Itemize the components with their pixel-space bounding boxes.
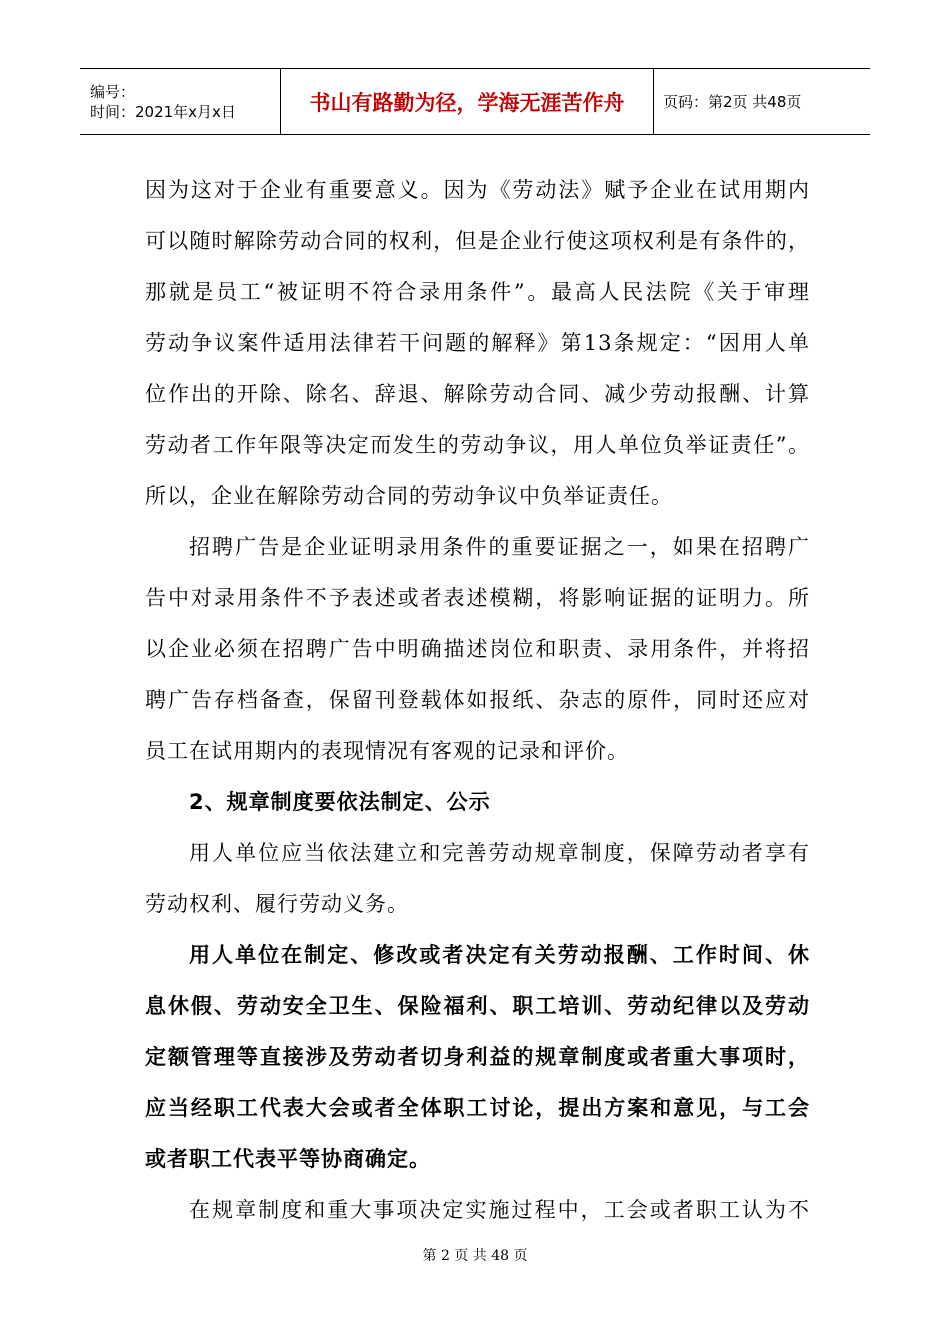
text-line: 劳动权利、履行劳动义务。 [145,892,409,916]
text-line: 以企业必须在招聘广告中明确描述岗位和职责、录用条件，并将招 [145,637,810,661]
header-motto: 书山有路勤为径，学海无涯苦作舟 [281,69,654,134]
document-body [145,165,810,1236]
text-line: 聘广告存档备查，保留刊登载体如报纸、杂志的原件，同时还应对 [145,688,810,712]
section-heading: 2、规章制度要依法制定、公示 [189,790,491,814]
bold-text-line: 或者职工代表平等协商确定。 [145,1147,431,1171]
bold-text-line: 用人单位在制定、修改或者决定有关劳动报酬、工作时间、休 [189,943,810,967]
text-line: 所以，企业在解除劳动合同的劳动争议中负举证责任。 [145,484,673,508]
bold-text-line: 息休假、劳动安全卫生、保险福利、职工培训、劳动纪律以及劳动 [145,994,810,1018]
text-line: 那就是员工“被证明不符合录用条件”。最高人民法院《关于审理 [145,280,810,304]
bold-text-line: 应当经职工代表大会或者全体职工讨论，提出方案和意见，与工会 [145,1096,810,1120]
text-line: 劳动者工作年限等决定而发生的劳动争议，用人单位负举证责任”。 [145,433,810,457]
text-line: 招聘广告是企业证明录用条件的重要证据之一，如果在招聘广 [189,535,810,559]
text-line: 在规章制度和重大事项决定实施过程中，工会或者职工认为不 [189,1198,810,1222]
text-line: 告中对录用条件不予表述或者表述模糊，将影响证据的证明力。所 [145,586,810,610]
text-line: 用人单位应当依法建立和完善劳动规章制度，保障劳动者享有 [189,841,810,865]
header-page-label: 页码：第2页 共48页 [663,93,802,111]
serial-label: 编号： [90,82,136,101]
header-meta [80,69,281,134]
text-line: 员工在试用期内的表现情况有客观的记录和评价。 [145,739,629,763]
bold-text-line: 定额管理等直接涉及劳动者切身利益的规章制度或者重大事项时， [145,1045,810,1069]
page-footer: 第 2 页 共 48 页 [422,1248,528,1264]
page-header [80,68,870,135]
text-line: 因为这对于企业有重要意义。因为《劳动法》赋予企业在试用期内 [145,178,810,202]
date-label: 时间：2021年x月x日 [90,102,236,121]
text-line: 位作出的开除、除名、辞退、解除劳动合同、减少劳动报酬、计算 [145,382,810,406]
text-line: 可以随时解除劳动合同的权利，但是企业行使这项权利是有条件的， [145,229,810,253]
text-line: 劳动争议案件适用法律若干问题的解释》第13条规定：“因用人单 [145,331,810,355]
